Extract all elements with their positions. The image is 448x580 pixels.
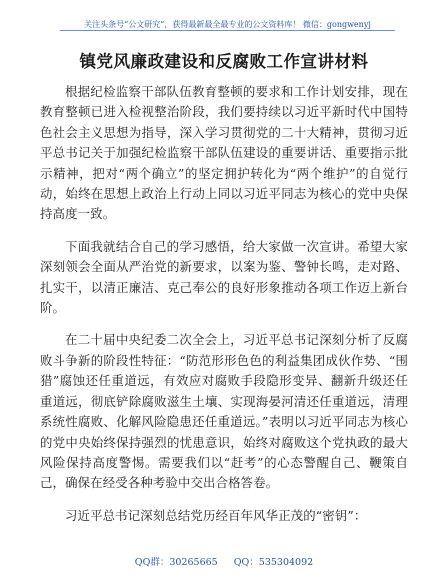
document-body	[40, 82, 408, 526]
paragraph: 在二十届中央纪委二次全会上，习近平总书记深刻分析了反腐败斗争新的阶段性特征：“防范形形色色的利益集团成伙作势、“围猎”腐蚀还任重道远，有效应对腐败手段隐形变异、翻新升级还任重道远，彻底铲除腐败滋生土壤、实现海晏河清还任重道远，清理系统性腐败、化解风险隐患还任重道远。”表明以习近平同志为核心的党中央始终保持强烈的忧患意识，始终对腐败这个党执政的最大风险保持高度警惕。需要我们以“赶考”的心态警醒自己、鞭策自己，确保在经受各种考验中交出合格答卷。	[40, 332, 408, 491]
page-footer	[0, 554, 448, 568]
document-title: 镇党风廉政建设和反腐败工作宣讲材料	[79, 52, 369, 71]
promo-banner	[60, 8, 395, 31]
footer-qq-group: QQ群：30265665	[134, 557, 218, 568]
paragraph: 根据纪检监察干部队伍教育整顿的要求和工作计划安排，现在教育整顿已进入检视整治阶段，我们要持续以习近平新时代中国特色社会主义思想为指导，深入学习贯彻党的二十大精神，贯彻习近平总书记关于加强纪检监察干部队伍建设的重要讲话、重要指示批示精神，把对“两个确立”的坚定拥护转化为“两个维护”的自觉行动，始终在思想上政治上行动上同以习近平同志为核心的党中央保持高度一致。	[40, 84, 408, 222]
footer-qq: QQ：535304092	[233, 557, 314, 568]
banner-text: 关注头条号“公文研究”，获得最新最全最专业的公文资料库！ 微信：gongwenyj	[84, 20, 371, 29]
paragraph: 下面我就结合自己的学习感悟，给大家做一次宣讲。希望大家深刻领会全面从严治党的新要求，以案为鉴、警钟长鸣，走对路、扎实干，以清正廉洁、克己奉公的良好形象推动各项工作迈上新台阶。	[40, 238, 408, 316]
paragraph: 习近平总书记深刻总结党历经百年风华正茂的“密钥”：	[65, 507, 367, 523]
